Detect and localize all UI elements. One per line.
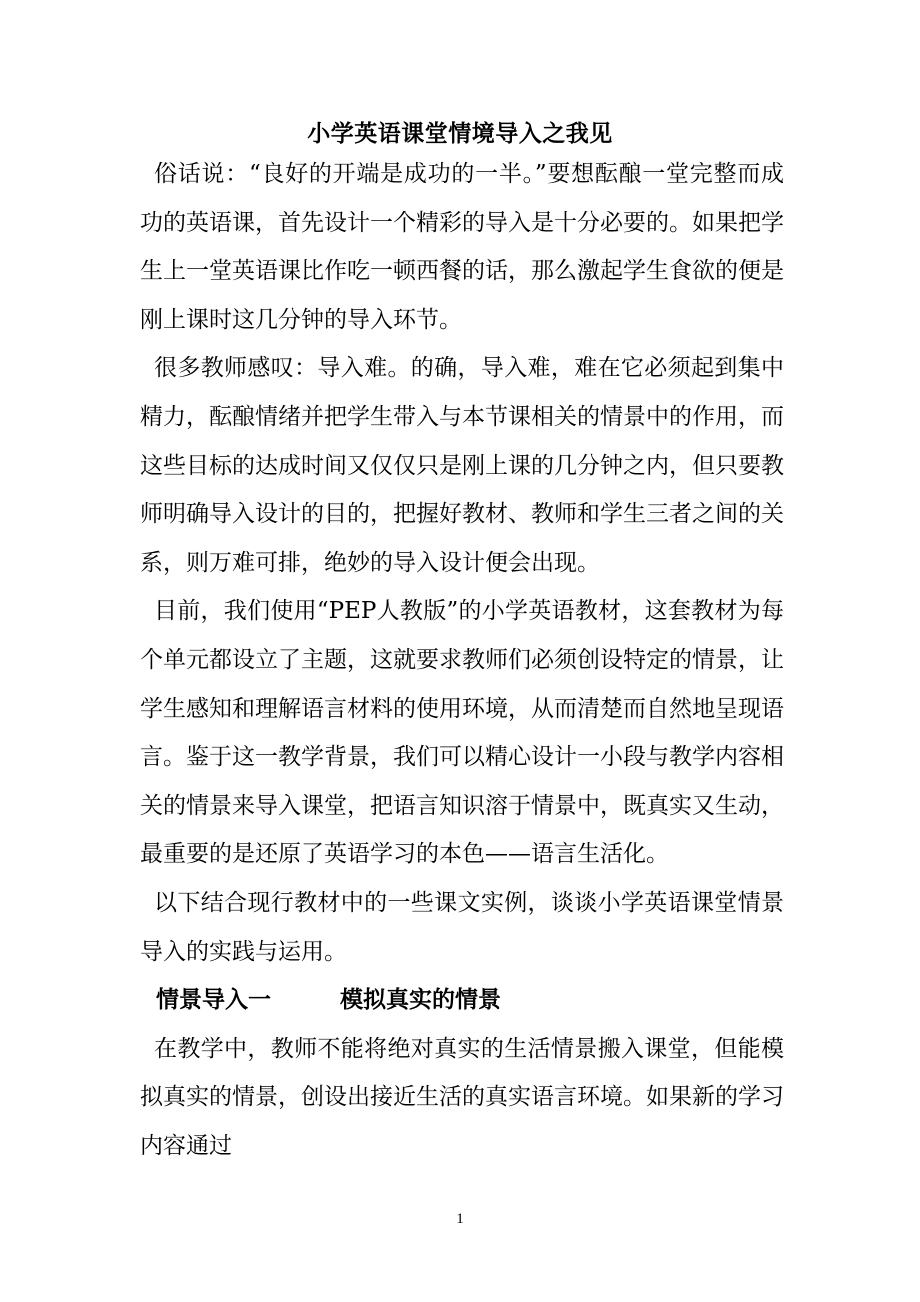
paragraph-1: 俗话说：“良好的开端是成功的一半。”要想酝酿一堂完整而成功的英语课，首先设计一个精彩的导入是十分必要的。如果把学生上一堂英语课比作吃一顿西餐的话，那么激起学生食欲的便是刚上课时这几分钟的导入环节。 xyxy=(140,161,784,333)
document-title: 小学英语课堂情境导入之我见 xyxy=(307,120,613,147)
paragraph-3: 目前，我们使用“PEP人教版”的小学英语教材，这套教材为每个单元都设立了主题，这就要求教师们必须创设特定的情景，让学生感知和理解语言材料的使用环境，从而清楚而自然地呈现语言。鉴于这一教学背景，我们可以精心设计一小段与教学内容相关的情景来导入课堂，把语言知识溶于情景中，既真实又生动，最重要的是还原了英语学习的本色——语言生活化。 xyxy=(140,598,784,868)
document-body xyxy=(140,150,784,1170)
section-heading xyxy=(140,976,784,1025)
paragraph-2: 很多教师感叹：导入难。的确，导入难，难在它必须起到集中精力，酝酿情绪并把学生带入与本节课相关的情景中的作用，而这些目标的达成时间又仅仅只是刚上课的几分钟之内，但只要教师明确导入设计的目的，把握好教材、教师和学生三者之间的关系，则万难可排，绝妙的导入设计便会出现。 xyxy=(140,355,784,576)
section-label: 情景导入一 xyxy=(156,986,271,1014)
paragraph-4: 以下结合现行教材中的一些课文实例，谈谈小学英语课堂情景导入的实践与运用。 xyxy=(140,889,784,965)
section-title: 模拟真实的情景 xyxy=(340,986,501,1014)
page-number: 1 xyxy=(456,1211,464,1227)
section-paragraph: 在教学中，教师不能将绝对真实的生活情景搬入课堂，但能模拟真实的情景，创设出接近生活的真实语言环境。如果新的学习内容通过 xyxy=(140,1035,784,1159)
